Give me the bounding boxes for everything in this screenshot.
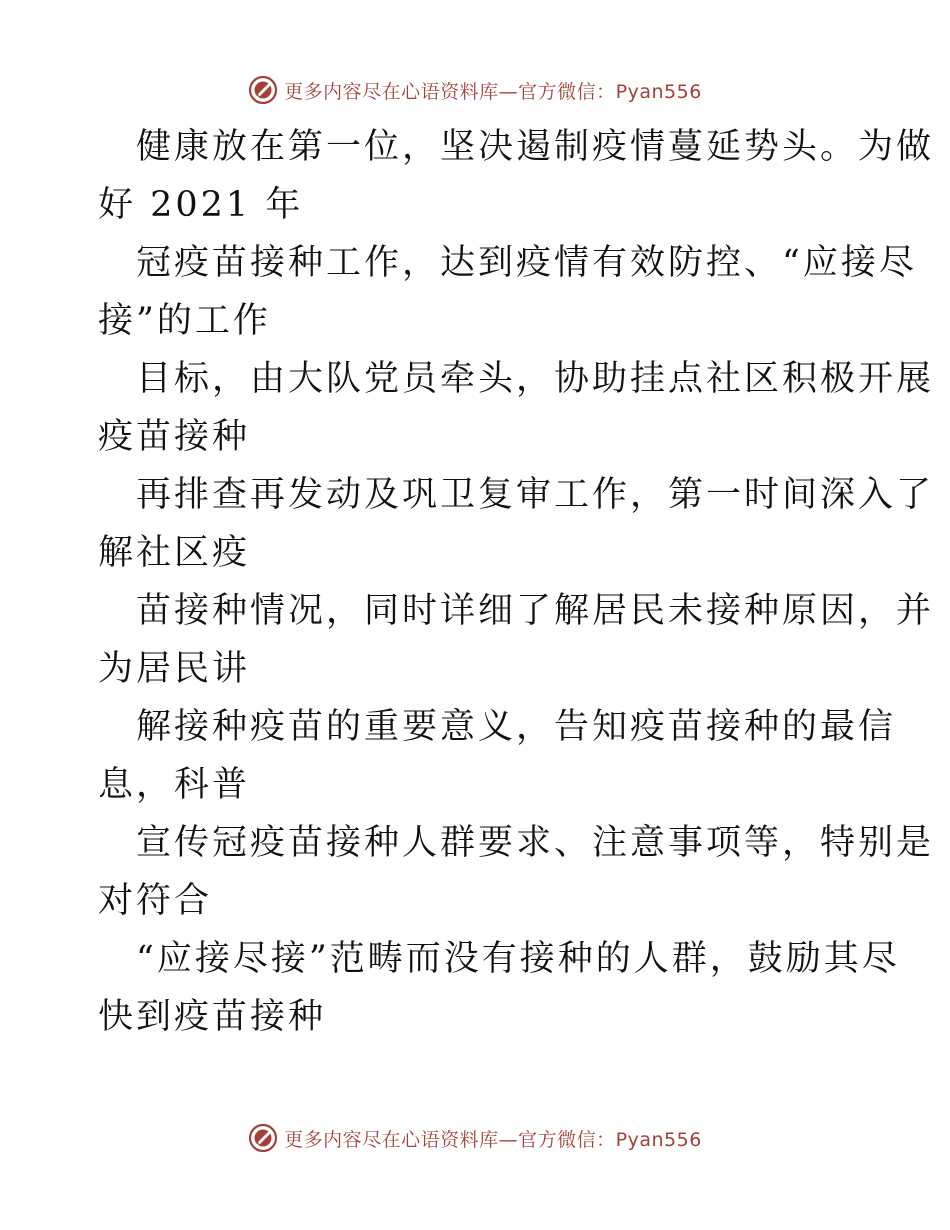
- paragraph-8: [98, 930, 900, 1046]
- seal-logo-icon: [248, 1123, 278, 1153]
- paragraph-line: 健康放在第一位，坚决遏制疫情蔓延势头。为做: [136, 127, 935, 167]
- paragraph-1: [98, 118, 935, 234]
- paragraph-line: 息，科普: [98, 765, 251, 805]
- watermark-text: 更多内容尽在心语资料库—官方微信：Pyan556: [284, 1128, 702, 1151]
- paragraph-line: 接”的工作: [98, 301, 271, 341]
- paragraph-line: 苗接种情况，同时详细了解居民未接种原因，并: [136, 591, 935, 631]
- watermark-text: 更多内容尽在心语资料库—官方微信：Pyan556: [284, 80, 702, 103]
- paragraph-4: [98, 466, 935, 582]
- paragraph-3: [98, 350, 935, 466]
- seal-logo-icon: [248, 75, 278, 105]
- paragraph-2: [98, 234, 917, 350]
- paragraph-line: 再排查再发动及巩卫复审工作，第一时间深入了: [136, 475, 935, 515]
- paragraph-5: [98, 582, 935, 698]
- paragraph-line: 宣传冠疫苗接种人群要求、注意事项等，特别是: [136, 823, 935, 863]
- paragraph-line: “应接尽接”范畴而没有接种的人群，鼓励其尽: [136, 939, 900, 979]
- paragraph-6: [98, 698, 897, 814]
- paragraph-line: 疫苗接种: [98, 417, 251, 457]
- paragraph-line: 解社区疫: [98, 533, 251, 573]
- footer-watermark: [0, 1120, 950, 1156]
- paragraph-line: 解接种疫苗的重要意义，告知疫苗接种的最信: [136, 707, 897, 747]
- paragraph-7: [98, 814, 935, 930]
- paragraph-line: 好 2021 年: [98, 185, 304, 225]
- paragraph-line: 快到疫苗接种: [98, 997, 327, 1037]
- paragraph-line: 目标，由大队党员牵头，协助挂点社区积极开展: [136, 359, 935, 399]
- header-watermark: [0, 72, 950, 108]
- paragraph-line: 对符合: [98, 881, 213, 921]
- document-body: [98, 118, 935, 1046]
- paragraph-line: 为居民讲: [98, 649, 251, 689]
- paragraph-line: 冠疫苗接种工作，达到疫情有效防控、“应接尽: [136, 243, 917, 283]
